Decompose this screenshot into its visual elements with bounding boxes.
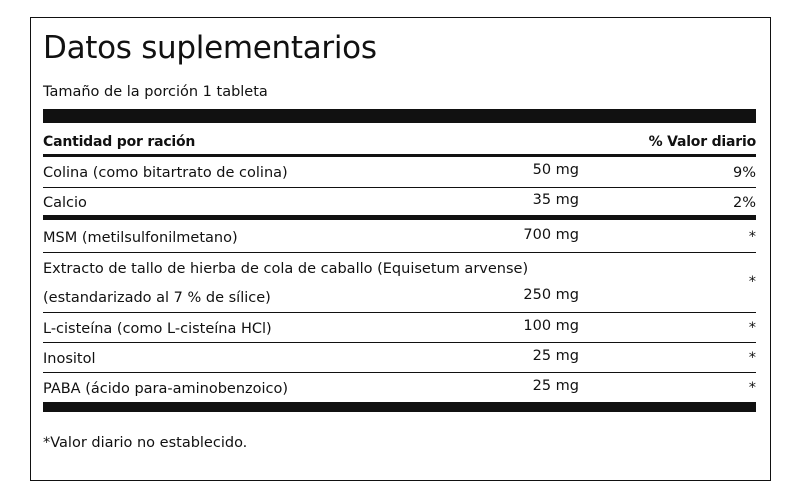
row-horsetail-dv: * (748, 274, 756, 290)
row-calcio-amount: 35 mg (532, 192, 579, 208)
row-colina-name: Colina (como bitartrato de colina) (43, 165, 288, 181)
header-daily-value: % Valor diario (648, 134, 756, 150)
row-calcio-dv: 2% (732, 195, 756, 211)
row-inositol-dv: * (748, 350, 756, 366)
row-calcio-name: Calcio (43, 195, 87, 211)
header-amount-per-serving: Cantidad por ración (43, 134, 196, 150)
panel-title: Datos suplementarios (43, 30, 377, 66)
row-divider (43, 342, 756, 343)
row-inositol-name: Inositol (43, 351, 96, 367)
row-cysteine-amount: 100 mg (523, 318, 579, 334)
top-thick-divider (43, 109, 756, 123)
row-cysteine-name: L-cisteína (como L-cisteína HCl) (43, 321, 272, 337)
mid-thick-divider (43, 215, 756, 220)
row-divider (43, 252, 756, 253)
header-divider (43, 154, 756, 157)
row-msm-name: MSM (metilsulfonilmetano) (43, 230, 238, 246)
row-colina-dv: 9% (732, 165, 756, 181)
row-msm-dv: * (748, 229, 756, 245)
row-horsetail-name-line2: (estandarizado al 7 % de sílice) (43, 290, 271, 306)
row-cysteine-dv: * (748, 320, 756, 336)
row-paba-dv: * (748, 380, 756, 396)
row-horsetail-name-line1: Extracto de tallo de hierba de cola de caballo (Equisetum arvense) (43, 261, 529, 277)
row-paba-name: PABA (ácido para-aminobenzoico) (43, 381, 289, 397)
row-msm-amount: 700 mg (523, 227, 579, 243)
footnote: *Valor diario no establecido. (43, 435, 248, 451)
bottom-thick-divider (43, 402, 756, 412)
row-divider (43, 187, 756, 188)
row-inositol-amount: 25 mg (532, 348, 579, 364)
row-horsetail-amount: 250 mg (523, 287, 579, 303)
serving-size: Tamaño de la porción 1 tableta (43, 84, 268, 100)
row-divider (43, 312, 756, 313)
supplement-facts-panel (30, 17, 771, 481)
row-colina-amount: 50 mg (532, 162, 579, 178)
row-divider (43, 372, 756, 373)
row-paba-amount: 25 mg (532, 378, 579, 394)
